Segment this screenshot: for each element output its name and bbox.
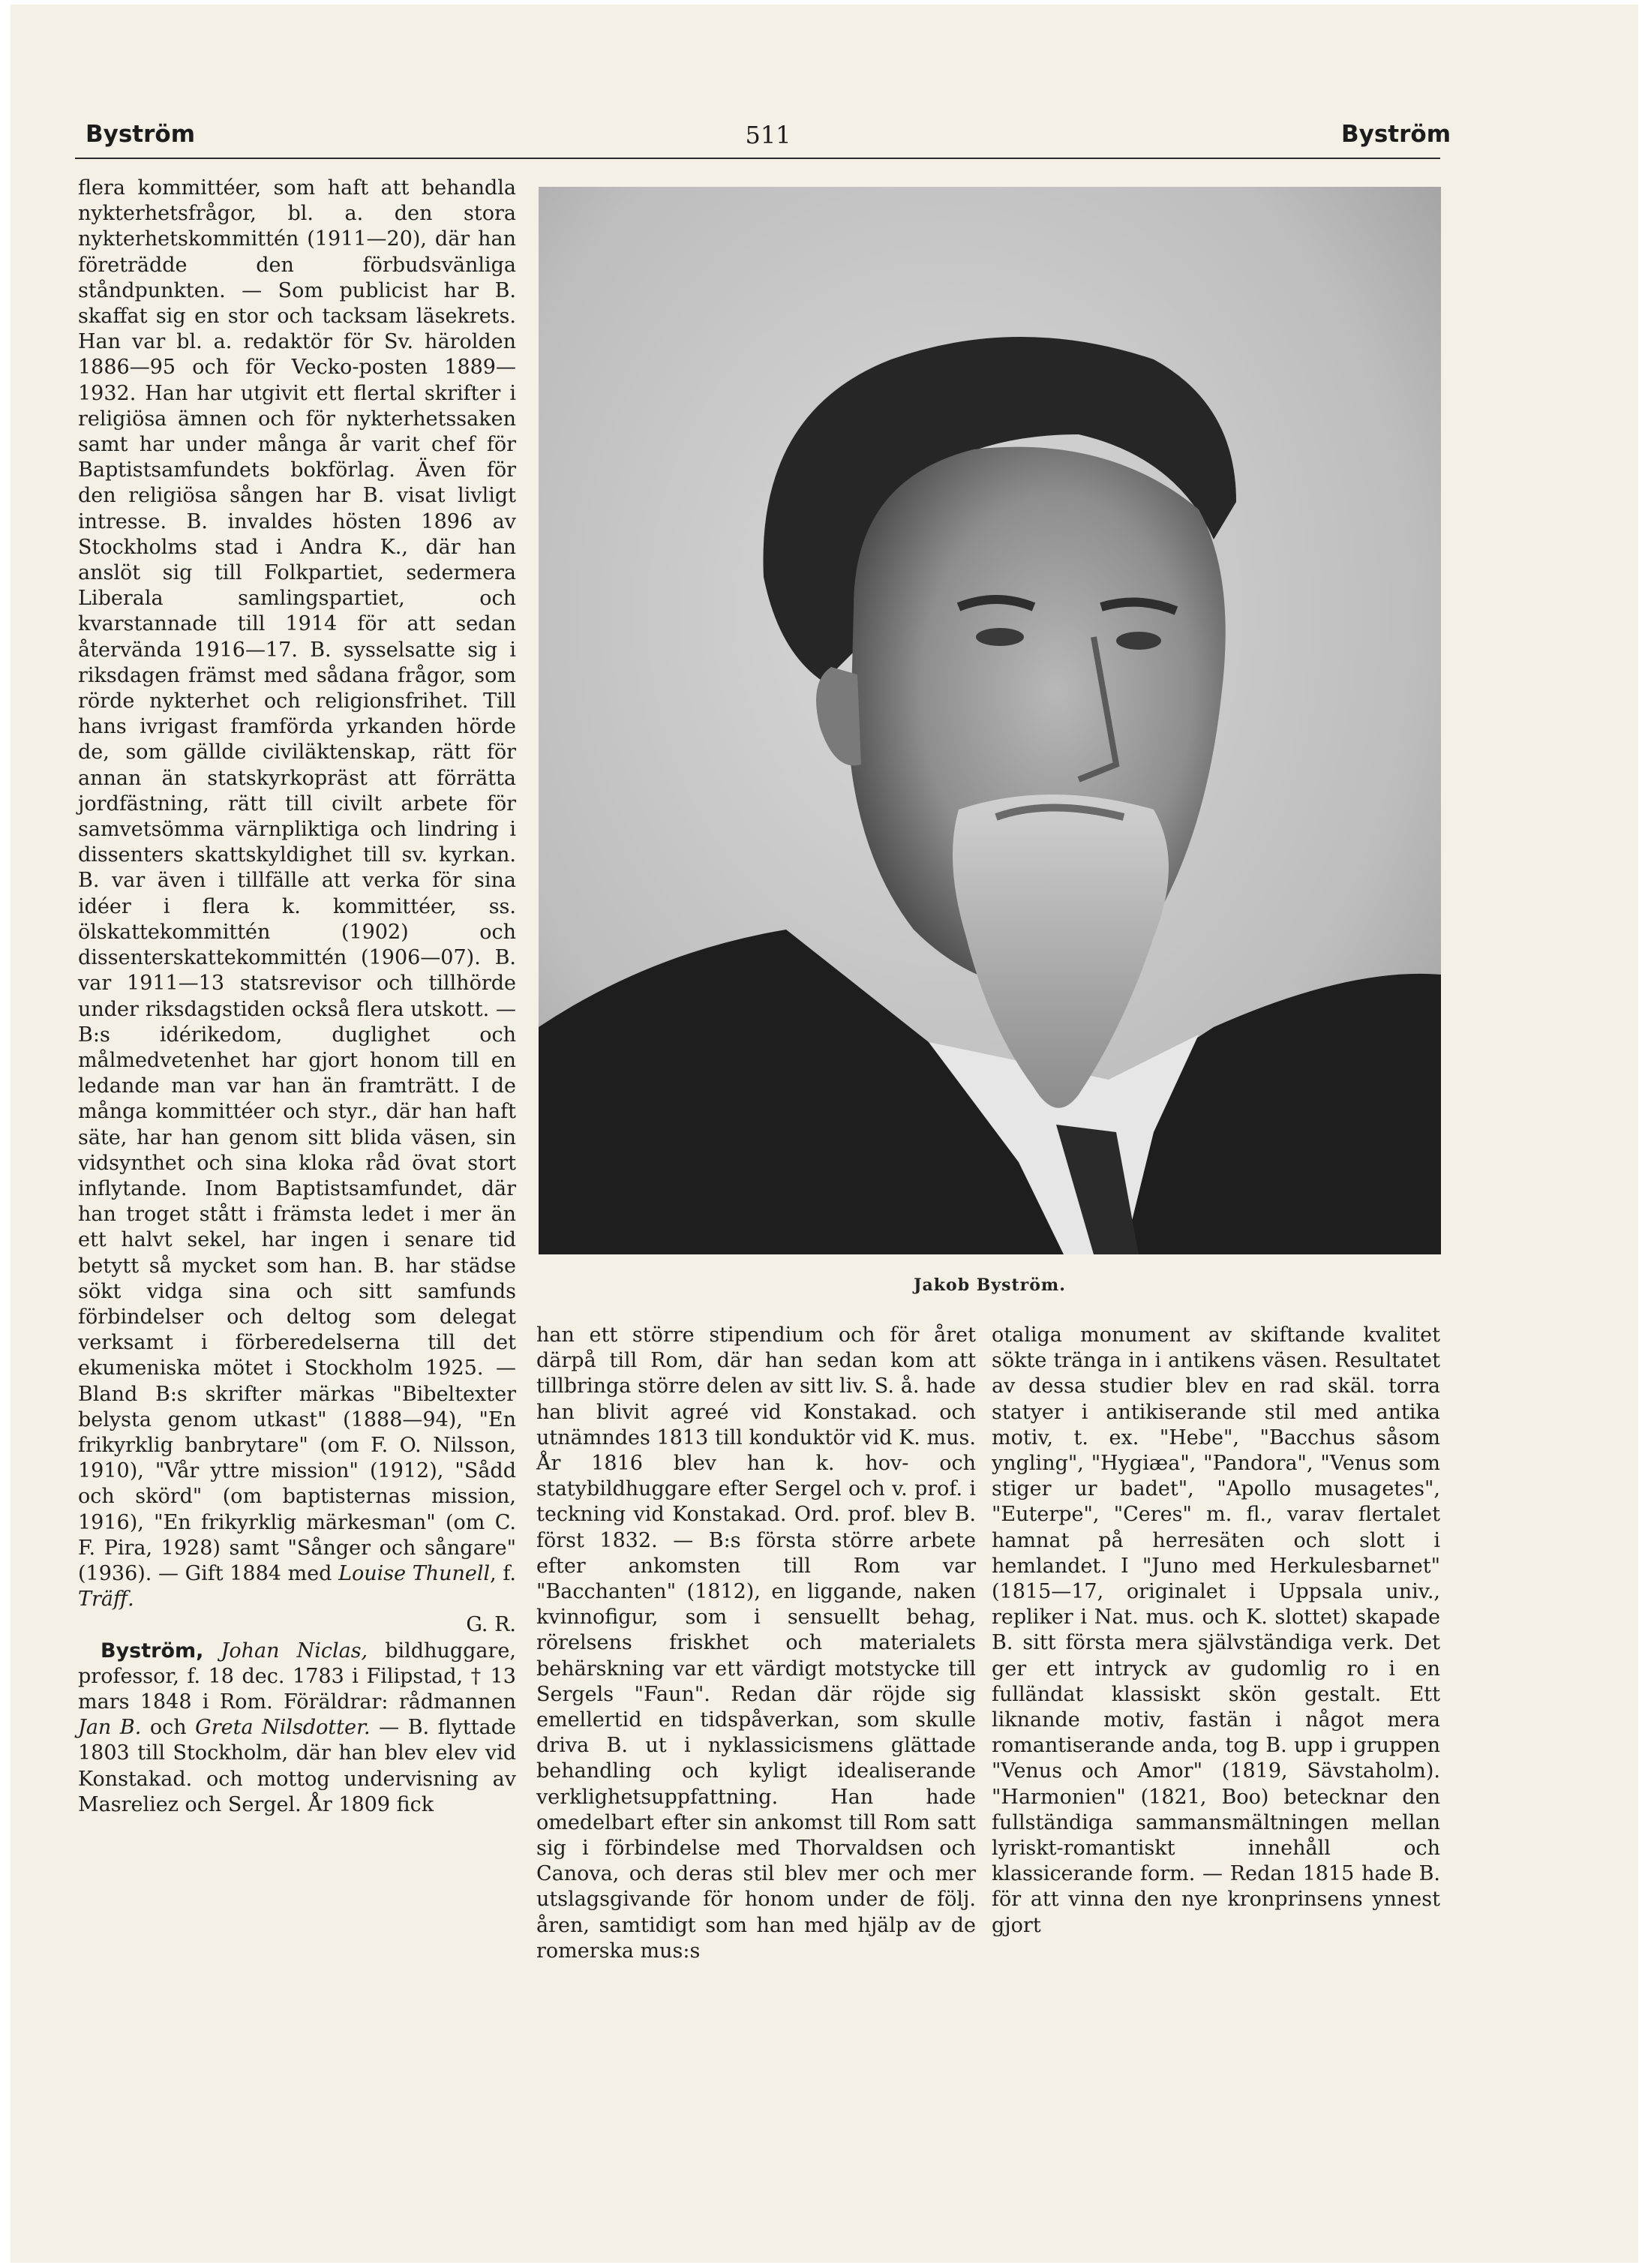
mother-name: Greta Nilsdotter. xyxy=(195,1716,371,1740)
paragraph: han ett större stipendium och för året därpå till Rom, där han sedan kom att tillbringa större delen av sitt liv. S. å. hade han blivit agreé vid Konstakad. och utnämndes 1813 till konduktör vid K. mus. År 1816 blev han k. hov- och statybildhuggare efter Sergel och v. prof. i teckning vid Konstakad. Ord. prof. blev B. först 1832. — B:s första större arbete efter ankomsten till Rom var "Bacchanten" (1812), en liggande, naken kvinnofigur, som i sensuellt behag, rörelsens friskhet och materialets behärskning var ett värdigt motstycke till Sergels "Faun". Redan där röjde sig emellertid en tidspåverkan, som skulle driva B. ut i nyklassicismens glättade behandling och kyligt idealiserande verklighetsuppfattning. Han hade omedelbart efter sin ankomst till Rom satt sig i förbindelse med Thorvaldsen och Canova, och deras stil blev mer och mer utslagsgivande för honom under de följ. åren, samtidigt som han med hjälp av de romerska mus:s xyxy=(536,1323,976,1963)
paragraph: flera kommittéer, som haft att behandla nykterhetsfrågor, bl. a. den stora nykterhetskommittén (1911—20), där han företrädde den förbudsvänliga ståndpunkten. — Som publicist har B. skaffat sig en stor och tacksam läsekrets. Han var bl. a. redaktör för Sv. härolden 1886—95 och för Vecko-posten 1889—1932. Han har utgivit ett flertal skrifter i religiösa ämnen och för nykterhetssaken samt har under många år varit chef för Baptistsamfundets bokförlag. Även för den religiösa sången har B. visat livligt intresse. B. invaldes hösten 1896 av Stockholms stad i Andra K., där han anslöt sig till Folkpartiet, sedermera Liberala samlingspartiet, och kvarstannade till 1914 för att sedan återvända 1916—17. B. sysselsatte sig i riksdagen främst med sådana frågor, som rörde nykterhet och religionsfrihet. Till hans ivrigast framförda yrkanden hörde de, som gällde civiläktenskap, rätt för annan än statskyrkopräst att förrätta jordfästning, rätt till civilt arbete för samvetsömma värnpliktiga och lindring i dissenters skattskyldighet till sv. kyrkan. B. var även i tillfälle att verka för sina idéer i flera k. kommittéer, ss. ölskattekommittén (1902) och dissenterskattekommittén (1906—07). B. var 1911—13 statsrevisor och tillhörde under riksdagstiden också flera utskott. — B:s idérikedom, duglighet och målmedvetenhet har gjort honom till en ledande man var han än framträtt. I de många kommittéer och styr., där han haft säte, har han genom sitt blida väsen, sin vidsynthet och sina kloka råd övat stort inflytande. Inom Baptistsamfundet, där han troget stått i främsta ledet i mer än ett halvt sekel, har ingen i senare tid betytt så mycket som han. B. har städse sökt vidga sina och sitt samfunds förbindelser och deltog som delegat verksamt i förberedelserna till det ekumeniska mötet i Stockholm 1925. — Bland B:s skrifter märkas "Bibeltexter belysta genom utkast" (1888—94), "En frikyrklig banbrytare" (om F. O. Nilsson, 1910), "Vår yttre mission" (1912), "Sådd och skörd" (om baptisternas mission, 1916), "En frikyrklig märkesman" (om C. F. Pira, 1928) samt "Sånger och sångare" (1936). — Gift 1884 med Louise Thunell, f. Träff. xyxy=(78,176,516,1612)
running-header xyxy=(86,121,1451,158)
entry-paragraph: Byström, Johan Niclas, bildhuggare, professor, f. 18 dec. 1783 i Filipstad, † 13 mars 1848 i Rom. Föräldrar: rådmannen Jan B. och Greta Nilsdotter. — B. flyttade 1803 till Stockholm, där han blev elev vid Konstakad. och mottog undervisning av Masreliez och Sergel. År 1809 fick xyxy=(78,1639,516,1816)
entry-given-names: Johan Niclas, xyxy=(221,1639,368,1663)
maiden-name: Träff. xyxy=(78,1588,134,1612)
left-column xyxy=(78,176,516,1818)
author-signature: G. R. xyxy=(466,1613,516,1637)
middle-column xyxy=(536,1323,976,1964)
header-right: Byström xyxy=(1341,121,1451,148)
right-column xyxy=(992,1323,1440,1939)
paragraph: otaliga monument av skiftande kvalitet sökte tränga in i antikens väsen. Resultatet av dessa studier blev en rad skäl. torra statyer i antikiserande stil med antika motiv, t. ex. "Hebe", "Bacchus såsom yngling", "Hygiæa", "Pandora", "Venus som stiger ur badet", "Apollo musagetes", "Euterpe", "Ceres" m. fl., varav flertalet hamnat på herresäten och slott i hemlandet. I "Juno med Herkulesbarnet" (1815—17, originalet i Uppsala univ., repliker i Nat. mus. och K. slottet) skapade B. sitt första mera självständiga verk. Det ger ett intryck av gudomlig ro i en fulländat klassiskt skön gestalt. Ett liknande motiv, fastän i något mera romantiserande anda, tog B. upp i gruppen "Venus och Amor" (1819, Sävstaholm). "Harmonien" (1821, Boo) betecknar den fullständiga sammansmältningen mellan lyriskt-romantiskt innehåll och klassicerande form. — Redan 1815 hade B. för att vinna den nye kronprinsens ynnest gjort xyxy=(992,1323,1440,1937)
entry-headword: Byström, xyxy=(101,1639,204,1663)
portrait-illustration xyxy=(539,187,1441,1254)
header-rule xyxy=(75,158,1440,159)
spouse-name: Louise Thunell xyxy=(338,1561,491,1585)
header-left: Byström xyxy=(86,121,195,148)
father-name: Jan B. xyxy=(78,1716,142,1740)
page-number: 511 xyxy=(745,121,791,149)
portrait-caption: Jakob Byström. xyxy=(914,1275,1066,1295)
portrait-photo xyxy=(539,187,1441,1254)
